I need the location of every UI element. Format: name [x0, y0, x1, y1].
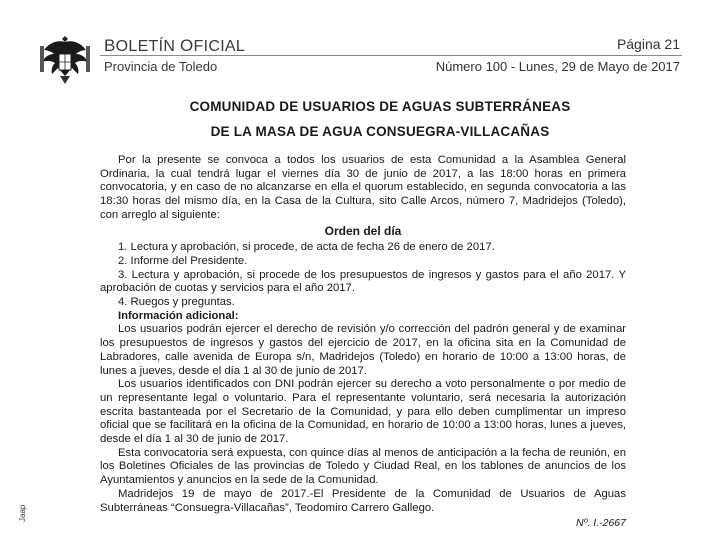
header-divider — [100, 55, 682, 56]
info-paragraph: Esta convocatoria será expuesta, con quince días al menos de anticipación a la fecha de reunión, en los Boletines Oficiales de las provincias de Toledo y Ciudad Real, en los tablones de anuncios de los Ayuntamientos y anuncios en la sede de la Comunidad. — [100, 446, 626, 487]
coat-of-arms-icon — [38, 32, 92, 88]
issue-date: Número 100 - Lunes, 29 de Mayo de 2017 — [435, 59, 680, 74]
reference-number: Nº. I.-2667 — [576, 517, 626, 530]
additional-info-title: Información adicional: — [118, 309, 239, 322]
agenda-item: 3. Lectura y aprobación, si procede de los presupuestos de ingresos y gastos para el año 2017. Y aprobación de cuotas y servicios para el año 2017. — [100, 268, 626, 295]
agenda-item: 1. Lectura y aprobación, si procede, de acta de fecha 26 de enero de 2017. — [118, 241, 495, 254]
province-subtitle: Provincia de Toledo — [104, 59, 218, 74]
side-margin-text: Jaap — [18, 504, 27, 522]
intro-paragraph: Por la presente se convoca a todos los usuarios de esta Comunidad a la Asamblea General Ordinaria, la cual tendrá lugar el viernes día 30 de junio de 2017, a las 18:00 horas en primera convocatoria, y en caso de no alcanzarse en ella el quorum establecido, en segunda convocatoria a las 18:30 horas del mismo día, en la Casa de la Cultura, sito Calle Arcos, número 7, Madridejos (Toledo), con arreglo al siguiente: — [100, 154, 626, 221]
agenda-item: 2. Informe del Presidente. — [118, 254, 248, 267]
heading-line-1: COMUNIDAD DE USUARIOS DE AGUAS SUBTERRÁNEAS — [189, 99, 571, 114]
agenda-title: Orden del día — [324, 223, 402, 238]
signature-paragraph: Madridejos 19 de mayo de 2017.-El Presidente de la Comunidad de Usuarios de Aguas Subterráneas “Consuegra-Villacañas”, Teodomiro Carrero Gallego. — [100, 487, 626, 514]
agenda-item: 4. Ruegos y preguntas. — [118, 296, 235, 309]
info-paragraph: Los usuarios podrán ejercer el derecho de revisión y/o corrección del padrón general y de examinar los presupuestos de ingresos y gastos del ejercicio de 2017, en la oficina sita en la Comunidad de Labradores, calle avenida de Europa s/n, Madridejos (Toledo) en horario de 10:00 a 13:00 horas, de lunes a jueves, desde el día 1 al 30 de junio de 2017. — [100, 323, 626, 377]
heading-line-2: DE LA MASA DE AGUA CONSUEGRA-VILLACAÑAS — [210, 124, 550, 139]
info-paragraph: Los usuarios identificados con DNI podrán ejercer su derecho a voto personalmente o por medio de un representante legal o voluntario. Para el representante voluntario, será necesaria la autorización escrita bastanteada por el Secretario de la Comunidad, y para ello deben cumplimentar un impreso oficial que se facilitará en la oficina de la Comunidad, en horario de 10:00 a 13:00 horas, lunes a jueves, desde el día 1 al 30 de junio de 2017. — [100, 378, 626, 446]
document-body — [100, 154, 626, 531]
bulletin-title: BOLETÍN OFICIAL — [104, 36, 246, 55]
page-number: Página 21 — [616, 36, 680, 52]
